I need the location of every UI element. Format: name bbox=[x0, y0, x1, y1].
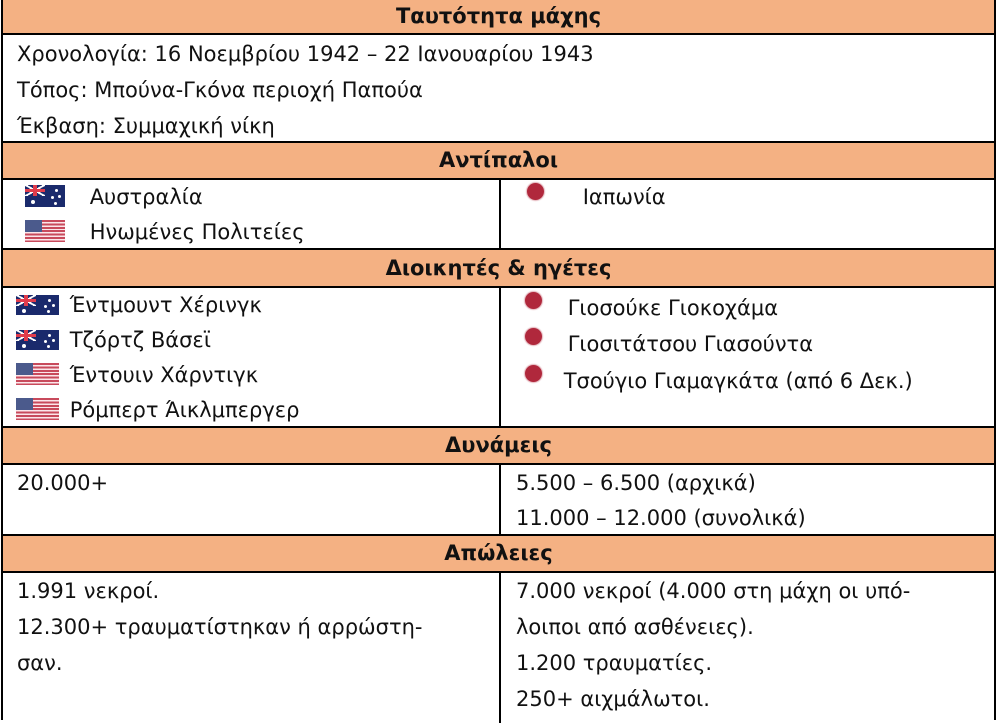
location-line: Τόπος: Μπούνα-Γκόνα περιοχή Παπούα bbox=[17, 78, 423, 102]
japan-dot-icon bbox=[525, 292, 542, 309]
strength-value: 5.500 – 6.500 (αρχικά) bbox=[516, 471, 756, 495]
belligerent-item bbox=[527, 180, 994, 215]
japan-dot-icon bbox=[525, 365, 542, 382]
commanders-title: Διοικητές & ηγέτες bbox=[385, 256, 612, 280]
battle-infobox bbox=[1, 0, 996, 720]
allies-strength bbox=[3, 465, 501, 534]
belligerent-name: Αυστραλία bbox=[89, 185, 203, 209]
axis-casualties bbox=[503, 573, 994, 723]
strength-title: Δυνάμεις bbox=[445, 433, 552, 457]
casualties-title: Απώλειες bbox=[444, 541, 553, 565]
strength-value: 20.000+ bbox=[17, 471, 109, 495]
casualties-block bbox=[3, 573, 994, 723]
axis-strength bbox=[503, 465, 994, 534]
usa-flag-icon bbox=[16, 398, 59, 420]
commander-name: Τσούγιο Γιαμαγκάτα (από 6 Δεκ.) bbox=[563, 369, 913, 393]
australia-flag-icon bbox=[16, 330, 59, 350]
belligerents-block bbox=[3, 180, 994, 250]
result-line: Έκβαση: Συμμαχική νίκη bbox=[17, 114, 275, 138]
commander-item bbox=[16, 288, 499, 323]
commander-name: Έντουιν Χάρντιγκ bbox=[69, 363, 259, 387]
commander-name: Ρόμπερτ Άικλμπεργερ bbox=[69, 398, 300, 422]
strength-block bbox=[3, 465, 994, 536]
strength-value: 11.000 – 12.000 (συνολικά) bbox=[516, 506, 806, 530]
allies-belligerents bbox=[3, 180, 501, 248]
axis-commanders bbox=[503, 288, 994, 426]
australia-flag-icon bbox=[16, 295, 59, 315]
casualty-line: σαν. bbox=[17, 651, 63, 675]
section-header-casualties bbox=[3, 536, 994, 573]
casualty-line: 1.200 τραυματίες. bbox=[516, 651, 713, 675]
commander-name: Έντμουντ Χέρινγκ bbox=[69, 293, 262, 317]
commander-name: Τζόρτζ Βάσεϊ bbox=[69, 328, 211, 352]
identity-block bbox=[3, 35, 994, 143]
commander-name: Γιοσιτάτσου Γιασούντα bbox=[567, 332, 814, 356]
section-header-strength bbox=[3, 428, 994, 465]
commander-item bbox=[16, 358, 499, 393]
belligerent-item bbox=[25, 180, 499, 215]
allies-commanders bbox=[3, 288, 501, 426]
casualty-line: 1.991 νεκροί. bbox=[17, 579, 160, 603]
identity-title: Ταυτότητα μάχης bbox=[395, 4, 602, 28]
commander-item bbox=[16, 323, 499, 358]
belligerents-title: Αντίπαλοι bbox=[438, 148, 559, 172]
usa-flag-icon bbox=[16, 363, 59, 385]
belligerent-name: Ιαπωνία bbox=[582, 185, 666, 209]
casualty-line: 250+ αιχμάλωτοι. bbox=[516, 687, 710, 711]
section-header-identity bbox=[3, 0, 994, 35]
australia-flag-icon bbox=[25, 185, 65, 207]
commander-item bbox=[525, 362, 994, 400]
japan-dot-icon bbox=[525, 328, 542, 345]
casualty-line: 12.300+ τραυματίστηκαν ή αρρώστη- bbox=[17, 615, 423, 639]
commander-name: Γιοσούκε Γιοκοχάμα bbox=[567, 296, 779, 320]
belligerent-name: Ηνωμένες Πολιτείες bbox=[89, 220, 305, 244]
belligerent-item bbox=[25, 215, 499, 250]
casualty-line: λοιποι από ασθένειες). bbox=[516, 615, 754, 639]
commander-item bbox=[16, 393, 499, 428]
section-header-commanders bbox=[3, 250, 994, 288]
commanders-block bbox=[3, 288, 994, 428]
commander-item bbox=[525, 326, 994, 362]
section-header-belligerents bbox=[3, 143, 994, 180]
axis-belligerents bbox=[503, 180, 994, 248]
casualty-line: 7.000 νεκροί (4.000 στη μάχη οι υπό- bbox=[516, 579, 911, 603]
commander-item bbox=[525, 290, 994, 326]
allies-casualties bbox=[3, 573, 501, 723]
date-line: Χρονολογία: 16 Νοεμβρίου 1942 – 22 Ιανουαρίου 1943 bbox=[17, 42, 594, 66]
usa-flag-icon bbox=[25, 220, 65, 242]
japan-dot-icon bbox=[527, 183, 544, 200]
